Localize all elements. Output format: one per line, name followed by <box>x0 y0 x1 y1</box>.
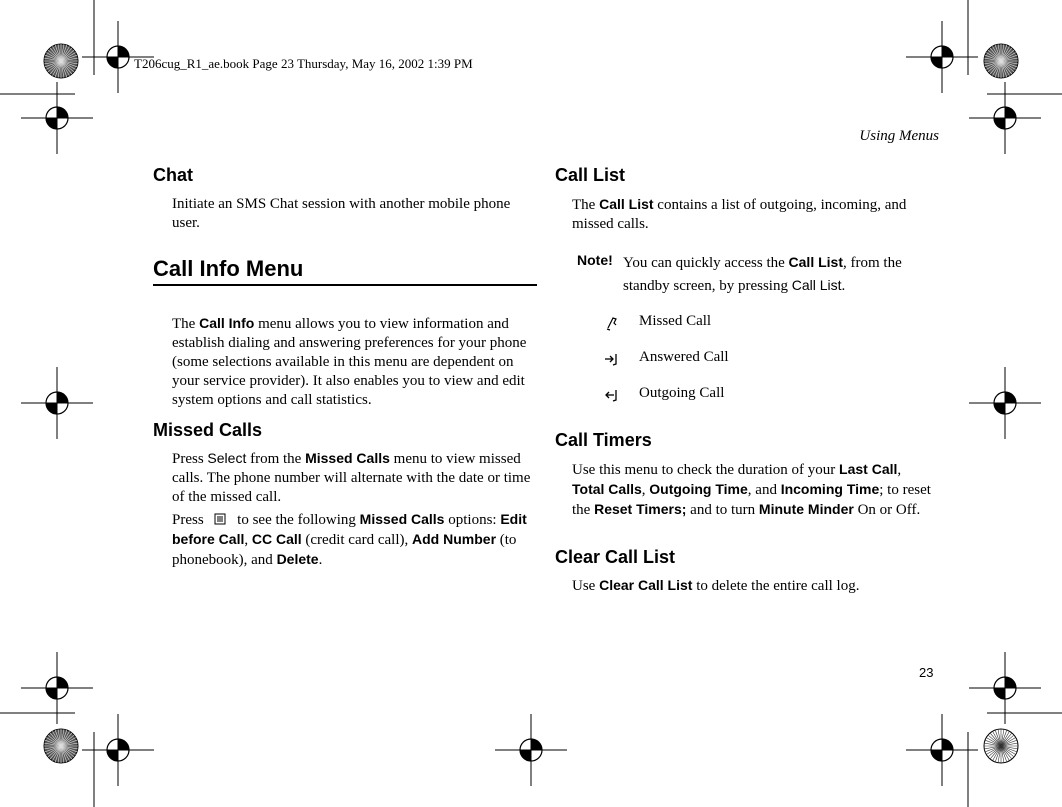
call-info-paragraph: The Call Info menu allows you to view information and establish dialing and answering preferences for your phone (some selections available in this menu are dependent on your service provider). It also enables you to view and edit system options and call statistics. <box>172 315 527 408</box>
heading-rule <box>153 284 537 286</box>
call-list-paragraph: The Call List contains a list of outgoing, incoming, and missed calls. <box>572 196 907 232</box>
missed-calls-paragraph-2: Press to see the following Missed Calls options: Edit before Call, CC Call (credit card call), Add Number (to phonebook), and Delete. <box>172 511 527 568</box>
registration-mark <box>82 714 154 786</box>
note-label: Note! <box>577 252 613 268</box>
running-head: Using Menus <box>859 128 939 144</box>
call-info-menu-heading: Call Info Menu <box>153 256 304 281</box>
clear-call-list-heading: Clear Call List <box>555 547 676 567</box>
page-number: 23 <box>919 665 934 680</box>
star-target-mark <box>984 729 1018 763</box>
chat-heading: Chat <box>153 165 193 185</box>
registration-mark <box>495 714 567 786</box>
registration-mark <box>21 82 93 154</box>
registration-mark <box>906 714 978 786</box>
page-slug: T206cug_R1_ae.book Page 23 Thursday, May 16, 2002 1:39 PM <box>134 56 473 71</box>
registration-mark <box>906 21 978 93</box>
registration-mark <box>969 82 1041 154</box>
missed-calls-paragraph-1: Press Select from the Missed Calls menu to view missed calls. The phone number will alternate with the date or time of the missed call. <box>172 450 531 505</box>
menu-key-icon <box>213 512 227 524</box>
outgoing-call-icon <box>605 387 619 403</box>
star-target-mark <box>44 729 78 763</box>
chat-body: Initiate an SMS Chat session with another mobile phone user. <box>172 196 511 231</box>
missed-calls-heading: Missed Calls <box>153 420 263 440</box>
call-timers-paragraph: Use this menu to check the duration of your Last Call, Total Calls, Outgoing Time, and Incoming Time; to reset the Reset Timers; and to turn Minute Minder On or Off. <box>572 461 931 518</box>
registration-mark <box>21 367 93 439</box>
answered-call-icon <box>605 351 619 367</box>
star-target-mark <box>984 44 1018 78</box>
registration-mark <box>969 367 1041 439</box>
star-target-mark <box>44 44 78 78</box>
call-timers-heading: Call Timers <box>555 430 652 450</box>
clear-call-list-paragraph: Use Clear Call List to delete the entire call log. <box>572 577 860 594</box>
note-text: You can quickly access the Call List, from the standby screen, by pressing Call List. <box>623 254 902 294</box>
missed-call-icon <box>605 315 619 331</box>
call-list-heading: Call List <box>555 165 626 185</box>
